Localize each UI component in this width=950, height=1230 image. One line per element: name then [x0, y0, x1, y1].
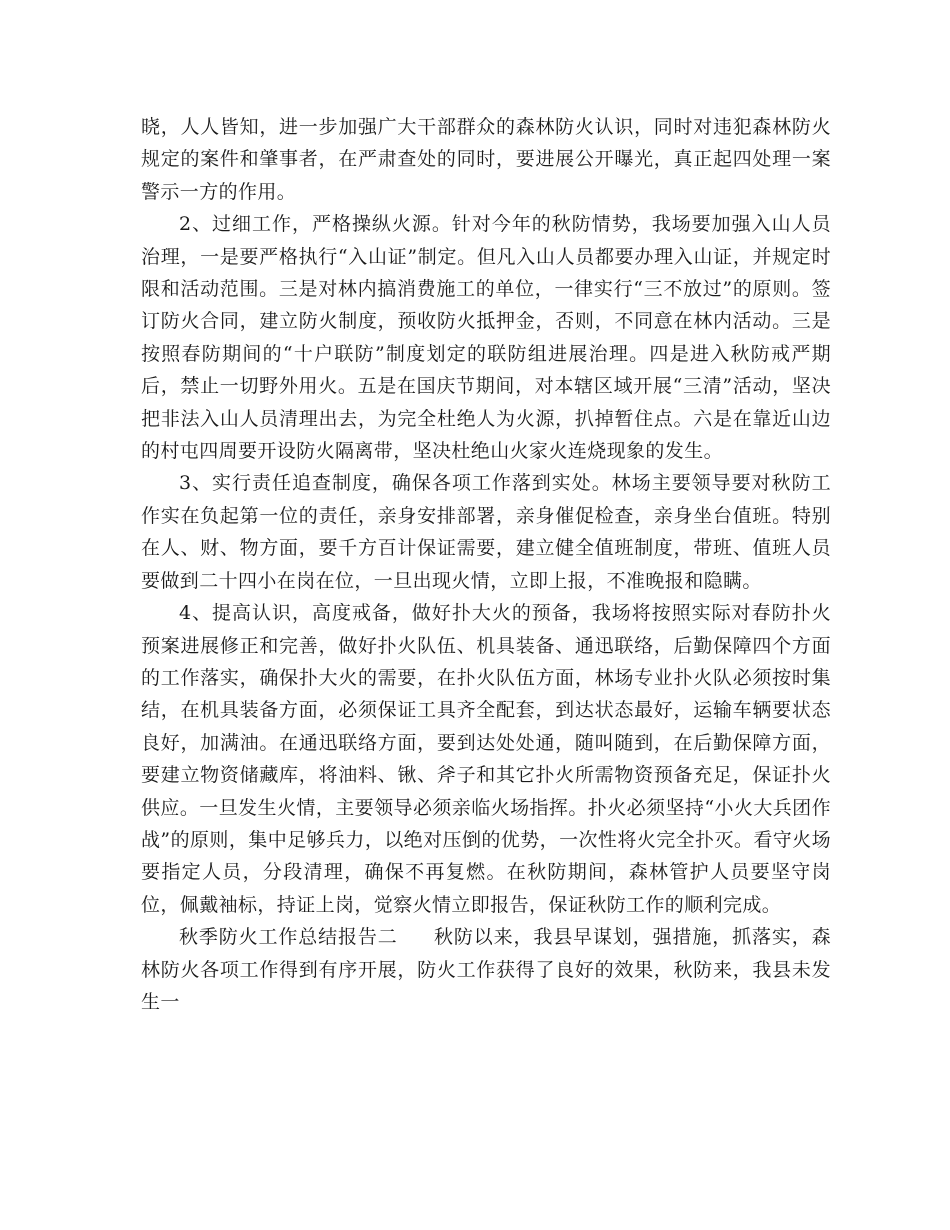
paragraph-firefighting-preparation: 4、提高认识，高度戒备，做好扑大火的预备，我场将按照实际对春防扑火预案进展修正和完善，做好扑火队伍、机具装备、通迅联络，后勤保障四个方面的工作落实，确保扑大火的需要，在扑火队伍方面，林场专业扑火队必须按时集结，在机具装备方面，必须保证工具齐全配套，到达状态最好，运输车辆要状态良好，加满油。在通迅联络方面，要到达处处通，随叫随到，在后勤保障方面，要建立物资储藏库，将油料、锹、斧子和其它扑火所需物资预备充足，保证扑火供应。一旦发生火情，主要领导必须亲临火场指挥。扑火必须坚持“小火大兵团作战”的原则，集中足够兵力，以绝对压倒的优势，一次性将火完全扑灭。看守火场要指定人员，分段清理，确保不再复燃。在秋防期间，森林管护人员要坚守岗位，佩戴袖标，持证上岗，觉察火情立即报告，保证秋防工作的顺利完成。: [141, 602, 831, 916]
document-body: [141, 111, 831, 1018]
report-two-heading: 秋季防火工作总结报告二: [179, 926, 398, 949]
paragraph-fire-source-control: 2、过细工作，严格操纵火源。针对今年的秋防情势，我场要加强入山人员治理，一是要严格执行“入山证”制定。但凡入山人员都要办理入山证，并规定时限和活动范围。三是对林内搞消费施工的单位，一律实行“三不放过”的原则。签订防火合同，建立防火制度，预收防火抵押金，否则，不同意在林内活动。三是按照春防期间的“十户联防”制度划定的联防组进展治理。四是进入秋防戒严期后，禁止一切野外用火。五是在国庆节期间，对本辖区域开展“三清”活动，坚决把非法入山人员清理出去，为完全杜绝人为火源，扒掉暂住点。六是在靠近山边的村屯四周要开设防火隔离带，坚决杜绝山火家火连烧现象的发生。: [141, 213, 831, 463]
paragraph-report-two: [141, 921, 831, 1018]
paragraph-responsibility-system: 3、实行责任追查制度，确保各项工作落到实处。林场主要领导要对秋防工作实在负起第一位的责任，亲身安排部署，亲身催促检查，亲身坐台值班。特别在人、财、物方面，要千方百计保证需要，建立健全值班制度，带班、值班人员要做到二十四小在岗在位，一旦出现火情，立即上报，不准晚报和隐瞒。: [141, 472, 831, 592]
paragraph-continuation: 晓，人人皆知，进一步加强广大干部群众的森林防火认识，同时对违犯森林防火规定的案件和肇事者，在严肃查处的同时，要进展公开曝光，真正起四处理一案警示一方的作用。: [141, 116, 831, 203]
report-two-body: 秋防以来，我县早谋划，强措施，抓落实，森林防火各项工作得到有序开展，防火工作获得了良好的效果，秋防来，我县未发生一: [141, 926, 831, 1013]
